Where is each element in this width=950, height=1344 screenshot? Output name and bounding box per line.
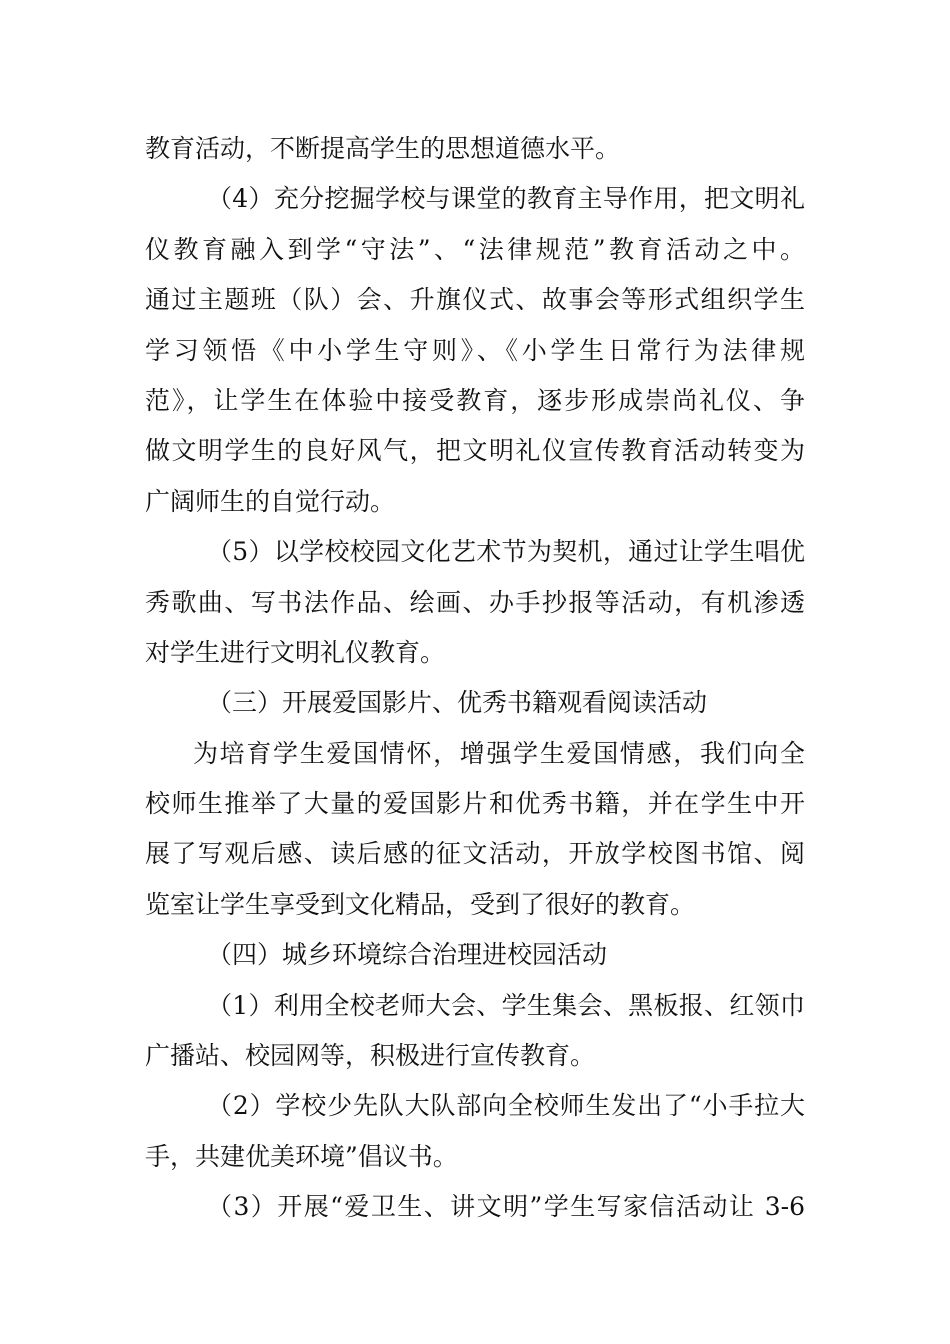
paragraph-line: 手，共建优美环境”倡议书。 <box>145 1141 458 1171</box>
paragraph-line: 对学生进行文明礼仪教育。 <box>145 637 446 667</box>
paragraph-line: （三）开展爱国影片、优秀书籍观看阅读活动 <box>207 688 708 718</box>
paragraph-line: 仪教育融入到学“守法”、“法律规范”教育活动之中。 <box>145 234 805 264</box>
paragraph-line: 校师生推举了大量的爱国影片和优秀书籍，并在学生中开 <box>145 789 805 819</box>
paragraph-line: 为培育学生爱国情怀，增强学生爱国情感，我们向全 <box>193 738 805 768</box>
paragraph-line: 广阔师生的自觉行动。 <box>145 486 396 516</box>
paragraph-line: （四）城乡环境综合治理进校园活动 <box>207 940 608 970</box>
paragraph-line: 范》，让学生在体验中接受教育，逐步形成崇尚礼仪、争 <box>145 385 805 415</box>
paragraph-line: （3）开展“爱卫生、讲文明”学生写家信活动让 3-6 <box>207 1192 805 1222</box>
paragraph-line: （2）学校少先队大队部向全校师生发出了“小手拉大 <box>207 1091 805 1121</box>
paragraph-line: 做文明学生的良好风气，把文明礼仪宣传教育活动转变为 <box>145 436 805 466</box>
paragraph-line: 秀歌曲、写书法作品、绘画、办手抄报等活动，有机渗透 <box>145 587 805 617</box>
paragraph-line: （4）充分挖掘学校与课堂的教育主导作用，把文明礼 <box>207 184 805 214</box>
paragraph-line: 学习领悟《中小学生守则》、《小学生日常行为法律规 <box>145 335 805 365</box>
paragraph-line: （5）以学校校园文化艺术节为契机，通过让学生唱优 <box>207 537 805 567</box>
paragraph-line: （1）利用全校老师大会、学生集会、黑板报、红领巾 <box>207 990 805 1020</box>
document-body <box>145 124 805 1233</box>
paragraph-line: 通过主题班（队）会、升旗仪式、故事会等形式组织学生 <box>145 285 805 315</box>
paragraph-line: 览室让学生享受到文化精品，受到了很好的教育。 <box>145 889 696 919</box>
paragraph-line: 广播站、校园网等，积极进行宣传教育。 <box>145 1041 596 1071</box>
paragraph-line: 展了写观后感、读后感的征文活动，开放学校图书馆、阅 <box>145 839 805 869</box>
paragraph-line: 教育活动，不断提高学生的思想道德水平。 <box>145 134 621 163</box>
